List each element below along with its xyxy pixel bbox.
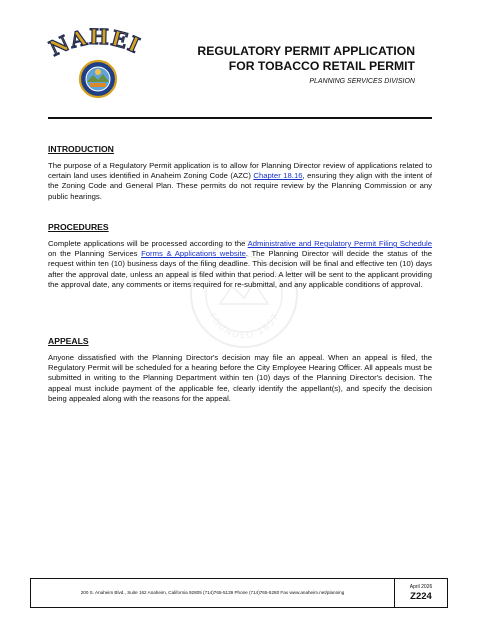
chapter-link[interactable]: Chapter 18.16 [253,171,303,181]
title-line-2: FOR TOBACCO RETAIL PERMIT [228,59,415,73]
introduction-section [48,144,432,202]
page-title [197,44,415,74]
procedures-section [48,222,432,290]
form-code-box [394,579,447,607]
procedures-text-3: . The Planning Director will decide the status of the request within ten (10) business days of the filing deadline. This decision will be final and effective ten (10) days after the approval date, unless an appeal is filed within that period. A letter will be sent to the applicant providing the approval date, any comments or items required for re-submittal, and any applicable conditions of approval. [48,249,433,289]
watermark-text: FOUNDED 1857 [206,311,282,342]
header-rule [48,117,432,119]
revision-date: April 2026 [409,584,433,590]
intro-text-2: , ensuring they align with the intent of the Zoning Code and General Plan. These permits do not require review by the Planning Commission or any public hearings. [48,171,432,201]
anaheim-logo [46,28,150,100]
city-seal-icon [80,61,116,97]
procedures-heading: PROCEDURES [48,222,109,232]
appeals-body: Anyone dissatisfied with the Planning Director's decision may file an appeal. When an appeal is filed, the Regulatory Permit will be scheduled for a hearing before the City Employee Hearing Officer. All appeals must be submitted in writing to the Planning Department within ten (10) days of the Planning Director's decision. The appeal must include payment of the applicable fee, clearly identify the appellant(s), and specify the decision being appealed along with the reasons for the appeal. [48,353,432,403]
footer-address: 200 S. Anaheim Blvd., Suite 162 Anaheim, California 92805 (714)765-5139 Phone (714)765-5280 Fax www.anaheim.net/planning [80,590,345,595]
forms-applications-link[interactable]: Forms & Applications website [141,249,246,259]
appeals-heading: APPEALS [48,336,89,346]
division-label: PLANNING SERVICES DIVISION [309,78,415,85]
introduction-body [48,161,432,202]
intro-text-1: The purpose of a Regulatory Permit application is to allow for Planning Director review of applications related to certain land uses identified in Anaheim Zoning Code (AZC) [48,161,432,181]
form-code: Z224 [410,591,432,602]
title-line-1: REGULATORY PERMIT APPLICATION [197,44,415,58]
appeals-section [48,336,432,404]
svg-text:ANAHEIM [46,28,144,61]
procedures-body [48,239,432,290]
procedures-text-1: Complete applications will be processed according to the [48,239,248,248]
logo-wordmark: NAHEI [46,28,145,62]
footer [30,578,448,608]
introduction-heading: INTRODUCTION [48,144,114,154]
filing-schedule-link[interactable]: Administrative and Regulatory Permit Filing Schedule [247,239,432,248]
procedures-text-2: on the Planning Services [48,249,142,259]
